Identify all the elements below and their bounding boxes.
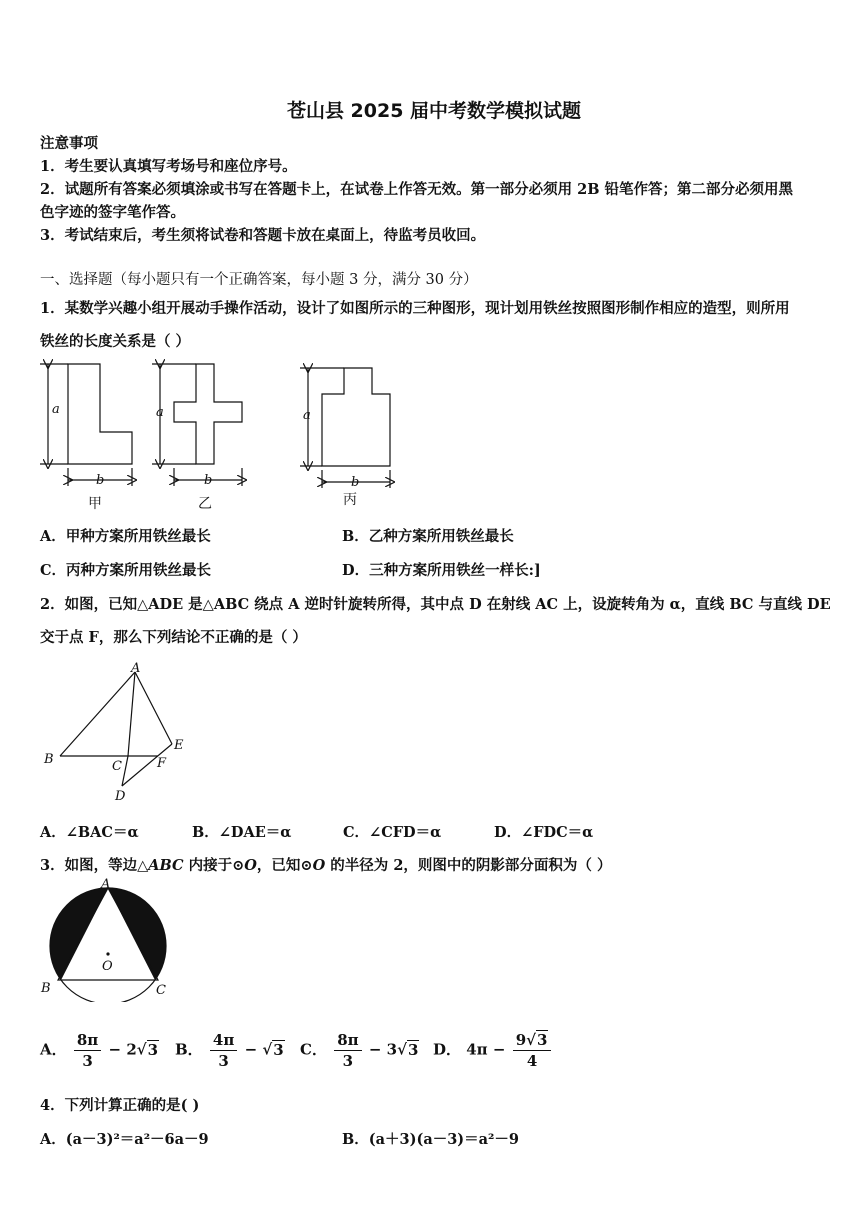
notice-item: 1．考生要认真填写考场号和座位序号。 bbox=[40, 158, 297, 175]
label-b: b bbox=[204, 473, 213, 488]
label-a: a bbox=[156, 405, 164, 420]
option-b[interactable]: B． $\frac{4\pi}{3}$ − √3 bbox=[175, 1031, 284, 1070]
option-c[interactable]: C．∠CFD＝α bbox=[343, 824, 442, 841]
question-2-stem-cont: 交于点 F，那么下列结论不正确的是（ ） bbox=[40, 629, 307, 646]
question-3-figure bbox=[38, 876, 178, 1002]
option-b[interactable]: B．(a＋3)(a－3)＝a²－9 bbox=[342, 1131, 520, 1148]
option-a[interactable]: A． $\frac{8\pi}{3}$ − 2√3 bbox=[40, 1031, 159, 1070]
label-a: a bbox=[303, 408, 311, 423]
point-a: A bbox=[131, 661, 141, 676]
question-1-stem: 1．某数学兴趣小组开展动手操作活动，设计了如图所示的三种图形，现计划用铁丝按照图形制作相应的造型，则所用 bbox=[40, 300, 790, 317]
option-a[interactable]: A．甲种方案所用铁丝最长 bbox=[40, 528, 211, 545]
option-b[interactable]: B．∠DAE＝α bbox=[192, 824, 292, 841]
point-f: F bbox=[157, 756, 167, 771]
option-a[interactable]: A．∠BAC＝α bbox=[40, 824, 139, 841]
option-d[interactable]: D．∠FDC＝α bbox=[494, 824, 594, 841]
fraction: $\frac{4\pi}{3}$ bbox=[210, 1030, 237, 1071]
caption-bing: 丙 bbox=[343, 492, 357, 508]
question-4-stem: 4．下列计算正确的是( ) bbox=[40, 1097, 200, 1114]
page-title: 苍山县 2025 届中考数学模拟试题 bbox=[286, 100, 582, 122]
caption-yi: 乙 bbox=[198, 496, 212, 512]
shape-jia bbox=[68, 364, 132, 464]
question-1-stem-cont: 铁丝的长度关系是（ ） bbox=[40, 333, 191, 350]
question-1-figure bbox=[38, 356, 398, 514]
question-3-stem: 3．如图，等边△ABC 内接于⊙O，已知⊙O 的半径为 2，则图中的阴影部分面积为（ ） bbox=[40, 857, 612, 874]
label-a: a bbox=[52, 402, 60, 417]
point-c: C bbox=[112, 759, 122, 774]
point-a: A bbox=[101, 877, 111, 892]
notice-item: 2．试题所有答案必须填涂或书写在答题卡上，在试卷上作答无效。第一部分必须用 2B 铅笔作答；第二部分必须用黑 bbox=[40, 181, 794, 198]
shape-bing bbox=[322, 368, 390, 466]
option-d[interactable]: D．三种方案所用铁丝一样长:] bbox=[342, 562, 541, 579]
option-c[interactable]: C．丙种方案所用铁丝最长 bbox=[40, 562, 212, 579]
fraction: $\frac{8\pi}{3}$ bbox=[74, 1030, 101, 1071]
point-b: B bbox=[44, 752, 54, 767]
option-c[interactable]: C． $\frac{8\pi}{3}$ − 3√3 bbox=[300, 1031, 419, 1070]
shape-yi bbox=[174, 364, 242, 464]
label-b: b bbox=[351, 475, 360, 490]
section-heading: 一、选择题（每小题只有一个正确答案，每小题 3 分，满分 30 分） bbox=[40, 272, 478, 288]
point-e: E bbox=[174, 738, 184, 753]
question-2-stem: 2．如图，已知△ADE 是△ABC 绕点 A 逆时针旋转所得，其中点 D 在射线 AC 上，设旋转角为 α，直线 BC 与直线 DE bbox=[40, 596, 831, 613]
option-a[interactable]: A．(a－3)²＝a²－6a－9 bbox=[40, 1131, 209, 1148]
option-b[interactable]: B．乙种方案所用铁丝最长 bbox=[342, 528, 514, 545]
point-b: B bbox=[41, 981, 51, 996]
point-d: D bbox=[115, 789, 126, 804]
option-d[interactable]: D． 4π − $\frac{9√3}{4}$ bbox=[433, 1030, 553, 1071]
fraction: $\frac{9√3}{4}$ bbox=[513, 1030, 552, 1071]
notice-heading: 注意事项 bbox=[40, 135, 98, 152]
point-c: C bbox=[156, 983, 166, 998]
point-o: O bbox=[102, 959, 113, 974]
label-b: b bbox=[96, 473, 105, 488]
notice-item: 色字迹的签字笔作答。 bbox=[40, 204, 185, 221]
caption-jia: 甲 bbox=[88, 496, 102, 512]
fraction: $\frac{8\pi}{3}$ bbox=[334, 1030, 361, 1071]
notice-item: 3．考试结束后，考生须将试卷和答题卡放在桌面上，待监考员收回。 bbox=[40, 227, 486, 244]
question-2-figure bbox=[40, 660, 200, 805]
